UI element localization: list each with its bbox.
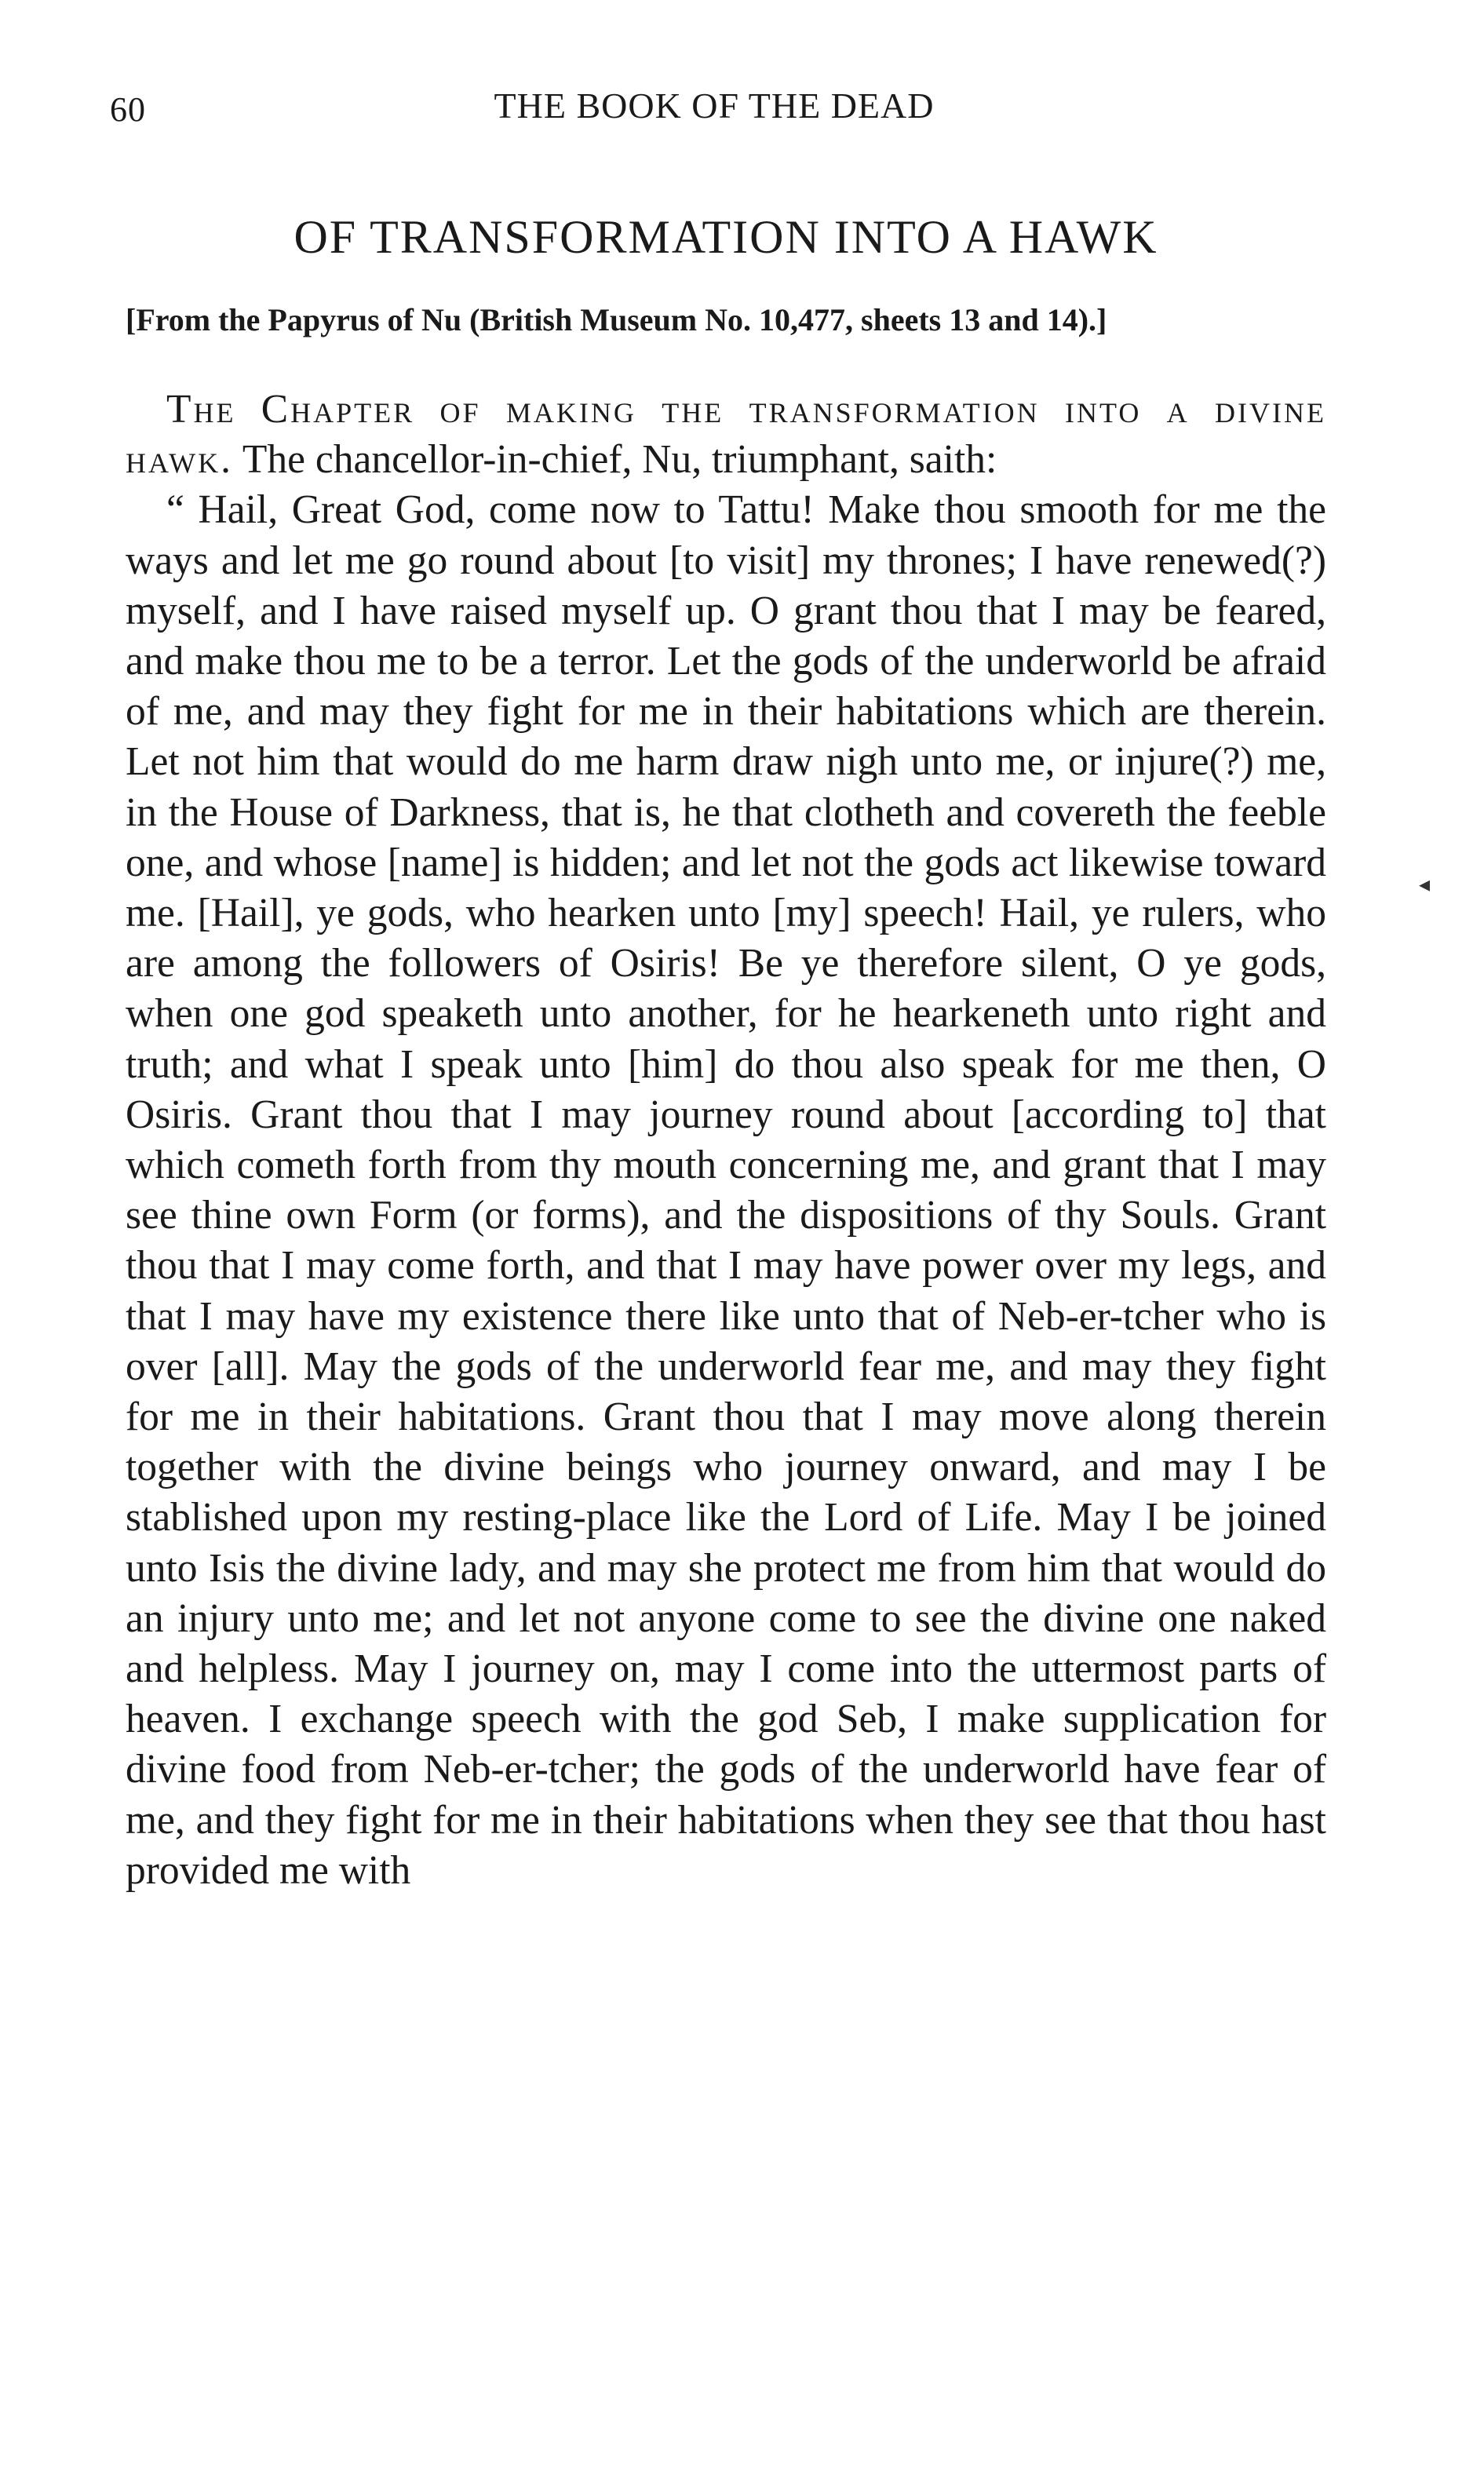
margin-mark: ◂ bbox=[1419, 873, 1431, 897]
main-paragraph: “ Hail, Great God, come now to Tattu! Make thou smooth for me the ways and let me go round about [to visit] my thrones; I have renewed(?) myself, and I have raised myself up. O grant thou that I may be feared, and make thou me to be a terror. Let the gods of the underworld be afraid of me, and may they fight for me in their habitations which are therein. Let not him that would do me harm draw nigh unto me, or injure(?) me, in the House of Darkness, that is, he that clotheth and covereth the feeble one, and whose [name] is hidden; and let not the gods act likewise toward me. [Hail], ye gods, who hearken unto [my] speech! Hail, ye rulers, who are among the followers of Osiris! Be ye therefore silent, O ye gods, when one god speaketh unto another, for he hearkeneth unto right and truth; and what I speak unto [him] do thou also speak for me then, O Osiris. Grant thou that I may journey round about [according to] that which cometh forth from thy mouth concerning me, and grant that I may see thine own Form (or forms), and the dispositions of thy Souls. Grant thou that I may come forth, and that I may have power over my legs, and that I may have my existence there like unto that of Neb-er-tcher who is over [all]. May the gods of the underworld fear me, and may they fight for me in their habitations. Grant thou that I may move along therein together with the divine beings who journey onward, and may I be stablished upon my resting-place like the Lord of Life. May I be joined unto Isis the divine lady, and may she protect me from him that would do an injury unto me; and let not anyone come to see the divine one naked and helpless. May I journey on, may I come into the uttermost parts of heaven. I exchange speech with the god Seb, I make supplication for divine food from Neb-er-tcher; the gods of the underworld have fear of me, and they fight for me in their habitations when they see that thou hast provided me with bbox=[126, 487, 1326, 1893]
chapter-heading: OF TRANSFORMATION INTO A HAWK bbox=[294, 211, 1158, 263]
page-number: 60 bbox=[110, 90, 146, 129]
chapter-intro-rest: The chancellor-in-chief, Nu, triumphant, saith: bbox=[232, 437, 997, 483]
chapter-intro bbox=[126, 385, 1326, 485]
chapter-intro-smallcaps: The Chapter of making the transformation into a divine hawk. bbox=[126, 387, 1326, 483]
running-head bbox=[110, 85, 1318, 132]
source-note: [From the Papyrus of Nu (British Museum No. 10,477, sheets 13 and 14).] bbox=[126, 302, 1107, 337]
running-title: THE BOOK OF THE DEAD bbox=[494, 86, 935, 126]
body-text bbox=[126, 385, 1326, 1896]
